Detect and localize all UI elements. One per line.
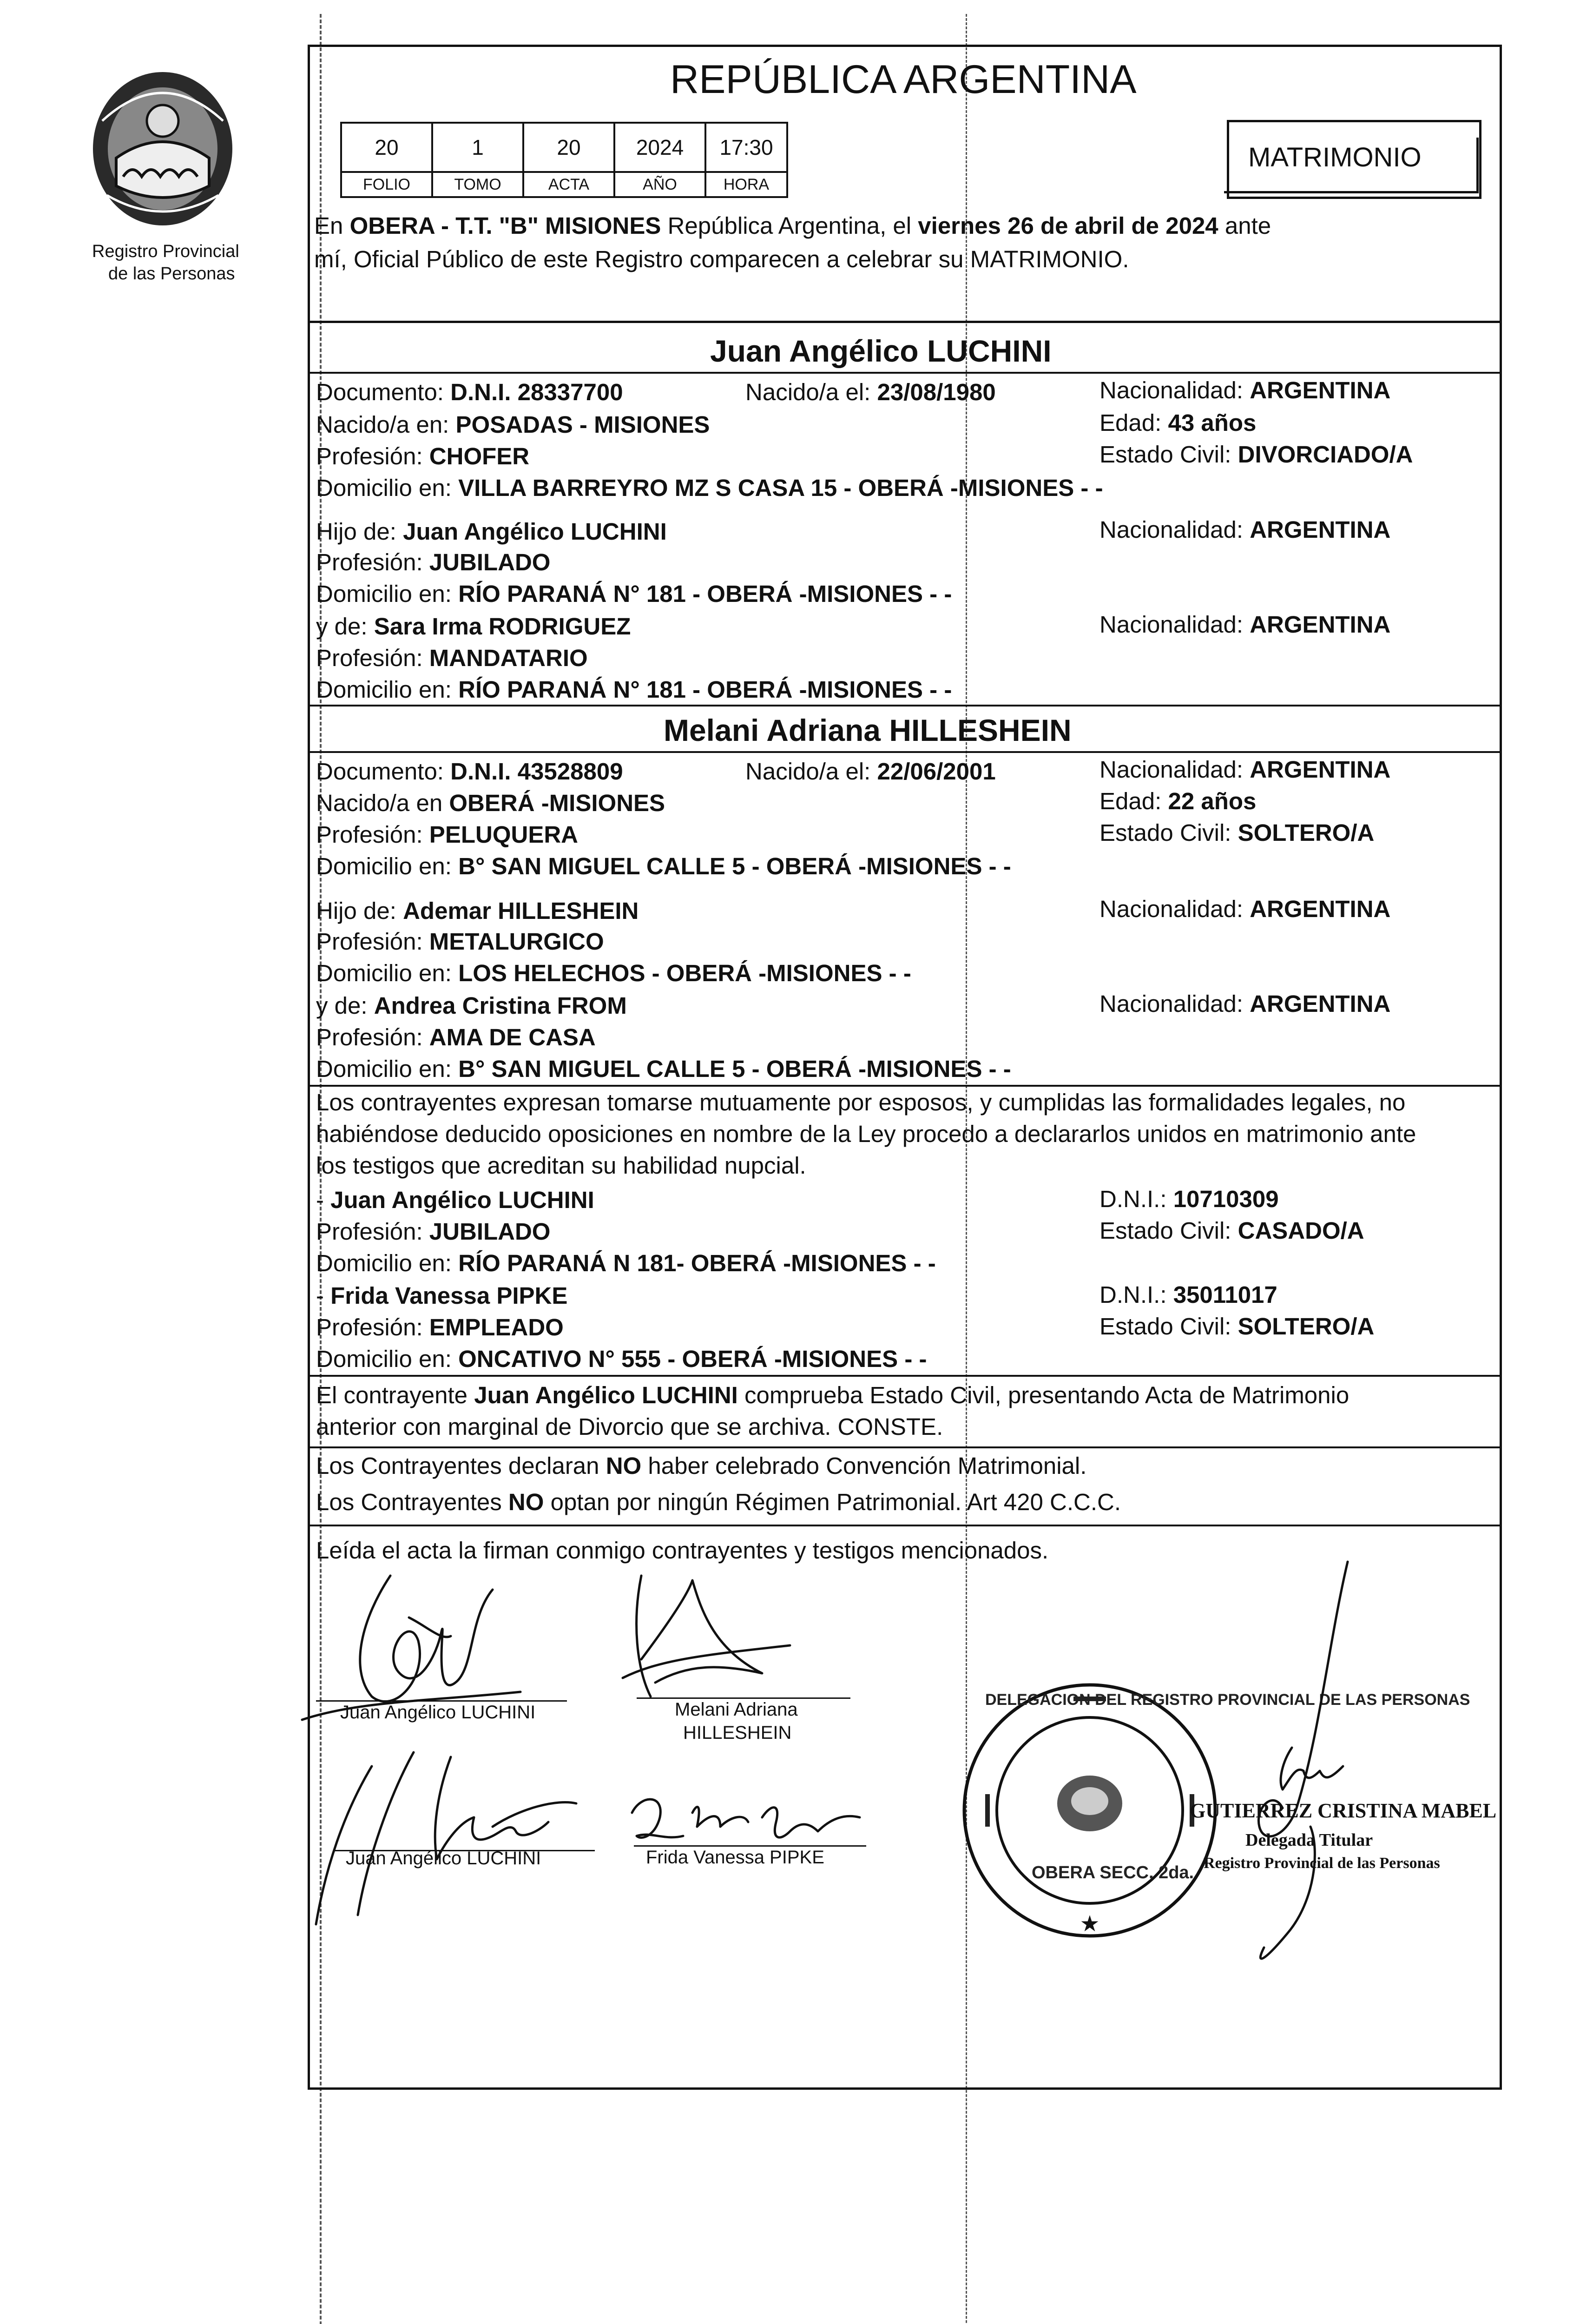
witness1-signature — [297, 1738, 613, 1934]
groom-father: Hijo de: Juan Angélico LUCHINI — [316, 518, 667, 545]
civil-status-note-line2: anterior con marginal de Divorcio que se archiva. CONSTE. — [316, 1413, 943, 1440]
ano-label: AÑO — [613, 171, 706, 198]
groom-name: Juan Angélico LUCHINI — [710, 334, 1052, 368]
svg-text:★: ★ — [1080, 1911, 1100, 1937]
groom-nationality: Nacionalidad: ARGENTINA — [1099, 377, 1391, 403]
bride-profession: Profesión: PELUQUERA — [316, 821, 578, 848]
intro-line2: mí, Oficial Público de este Registro comparecen a celebrar su MATRIMONIO. — [314, 246, 1129, 272]
bride-signature-caption-2: HILLESHEIN — [683, 1723, 792, 1743]
bride-signature — [613, 1566, 818, 1706]
groom-mother-nationality: Nacionalidad: ARGENTINA — [1099, 611, 1391, 638]
bride-father: Hijo de: Ademar HILLESHEIN — [316, 898, 639, 924]
declaration-line1: Los contrayentes expresan tomarse mutuamente por esposos, y cumplidas las formalidades legales, no — [316, 1089, 1406, 1116]
witness2-name: - Frida Vanessa PIPKE — [316, 1282, 568, 1309]
divider — [308, 1085, 1502, 1087]
bride-mother-profession: Profesión: AMA DE CASA — [316, 1024, 596, 1050]
bride-nationality: Nacionalidad: ARGENTINA — [1099, 756, 1391, 783]
groom-signature-line — [316, 1700, 567, 1702]
witness1-dni: D.N.I.: 10710309 — [1099, 1186, 1279, 1212]
closing-statement: Leída el acta la firman conmigo contrayentes y testigos mencionados. — [316, 1537, 1049, 1564]
hora-value: 17:30 — [704, 122, 788, 173]
divider — [308, 705, 1502, 706]
acta-label: ACTA — [522, 171, 615, 198]
bride-civil-status: Estado Civil: SOLTERO/A — [1099, 819, 1375, 846]
groom-mother: y de: Sara Irma RODRIGUEZ — [316, 613, 631, 640]
bride-father-address: Domicilio en: LOS HELECHOS - OBERÁ -MISIONES - - — [316, 960, 911, 986]
regime-statement: Los Contrayentes NO optan por ningún Régimen Patrimonial. Art 420 C.C.C. — [316, 1489, 1121, 1515]
record-type-label: MATRIMONIO — [1248, 142, 1422, 172]
divider — [308, 372, 1502, 374]
acta-value: 20 — [522, 122, 615, 173]
convention-statement: Los Contrayentes declaran NO haber celebrado Convención Matrimonial. — [316, 1452, 1087, 1479]
groom-birthdate: Nacido/a el: 23/08/1980 — [745, 379, 996, 405]
official-role: Delegada Titular — [1245, 1830, 1373, 1850]
bride-signature-caption-1: Melani Adriana — [675, 1699, 798, 1720]
bride-age: Edad: 22 años — [1099, 788, 1257, 814]
divider — [308, 1375, 1502, 1377]
witness2-profession: Profesión: EMPLEADO — [316, 1314, 564, 1340]
bride-father-profession: Profesión: METALURGICO — [316, 928, 604, 955]
civil-status-note-line1: El contrayente Juan Angélico LUCHINI comprueba Estado Civil, presentando Acta de Matrimonio — [316, 1382, 1350, 1408]
tomo-value: 1 — [431, 122, 524, 173]
bride-father-nationality: Nacionalidad: ARGENTINA — [1099, 896, 1391, 922]
bride-document: Documento: D.N.I. 43528809 — [316, 758, 623, 785]
groom-father-nationality: Nacionalidad: ARGENTINA — [1099, 516, 1391, 543]
groom-profession: Profesión: CHOFER — [316, 443, 530, 469]
registry-logo — [84, 70, 242, 232]
intro-line1: En OBERA - T.T. "B" MISIONES República Argentina, el viernes 26 de abril de 2024 ante — [314, 212, 1271, 239]
witness1-address: Domicilio en: RÍO PARANÁ N 181- OBERÁ -MISIONES - - — [316, 1250, 936, 1276]
bride-mother-nationality: Nacionalidad: ARGENTINA — [1099, 990, 1391, 1017]
groom-age: Edad: 43 años — [1099, 409, 1257, 436]
country-title: REPÚBLICA ARGENTINA — [670, 57, 1137, 102]
groom-signature-caption: Juan Angélico LUCHINI — [340, 1702, 536, 1723]
groom-document: Documento: D.N.I. 28337700 — [316, 379, 623, 405]
ano-value: 2024 — [613, 122, 706, 173]
folio-value: 20 — [340, 122, 433, 173]
seal-center-text: OBERA SECC. 2da. — [1032, 1863, 1194, 1882]
official-organization: Registro Provincial de las Personas — [1204, 1855, 1440, 1872]
province-shield-icon — [84, 70, 242, 232]
groom-mother-address: Domicilio en: RÍO PARANÁ N° 181 - OBERÁ -MISIONES - - — [316, 676, 952, 703]
declaration-line2: habiéndose deducido oposiciones en nombre de la Ley procedo a declararlos unidos en matrimonio ante — [316, 1121, 1416, 1147]
witness1-name: - Juan Angélico LUCHINI — [316, 1187, 594, 1213]
witness2-dni: D.N.I.: 35011017 — [1099, 1281, 1277, 1308]
witness2-civil-status: Estado Civil: SOLTERO/A — [1099, 1313, 1375, 1340]
witness2-signature-line — [634, 1845, 866, 1847]
groom-father-profession: Profesión: JUBILADO — [316, 549, 551, 575]
bride-address: Domicilio en: B° SAN MIGUEL CALLE 5 - OBERÁ -MISIONES - - — [316, 853, 1011, 879]
divider — [308, 1525, 1502, 1526]
witness1-civil-status: Estado Civil: CASADO/A — [1099, 1217, 1364, 1244]
folio-label: FOLIO — [340, 171, 433, 198]
groom-birthplace: Nacido/a en: POSADAS - MISIONES — [316, 411, 710, 438]
registry-name-line1: Registro Provincial — [92, 242, 239, 261]
groom-father-address: Domicilio en: RÍO PARANÁ N° 181 - OBERÁ -MISIONES - - — [316, 581, 952, 607]
bride-mother: y de: Andrea Cristina FROM — [316, 992, 627, 1019]
groom-mother-profession: Profesión: MANDATARIO — [316, 645, 588, 671]
bride-mother-address: Domicilio en: B° SAN MIGUEL CALLE 5 - OBERÁ -MISIONES - - — [316, 1056, 1011, 1082]
witness2-signature-caption: Frida Vanessa PIPKE — [646, 1847, 824, 1868]
tomo-label: TOMO — [431, 171, 524, 198]
official-name: GUTIERREZ CRISTINA MABEL — [1190, 1799, 1497, 1822]
bride-birthdate: Nacido/a el: 22/06/2001 — [745, 758, 996, 785]
divider — [308, 751, 1502, 753]
witness2-address: Domicilio en: ONCATIVO N° 555 - OBERÁ -MISIONES - - — [316, 1346, 927, 1372]
declaration-line3: los testigos que acreditan su habilidad nupcial. — [316, 1152, 806, 1179]
witness1-signature-caption: Juan Angélico LUCHINI — [346, 1848, 541, 1868]
groom-address: Domicilio en: VILLA BARREYRO MZ S CASA 15 - OBERÁ -MISIONES - - — [316, 475, 1103, 501]
groom-civil-status: Estado Civil: DIVORCIADO/A — [1099, 441, 1413, 468]
divider — [308, 1446, 1502, 1448]
registry-name-line2: de las Personas — [108, 264, 235, 284]
bride-birthplace: Nacido/a en OBERÁ -MISIONES — [316, 790, 665, 816]
seal-ring-text: DELEGACION DEL REGISTRO PROVINCIAL DE LAS PERSONAS — [985, 1691, 1470, 1709]
hora-label: HORA — [704, 171, 788, 198]
witness1-profession: Profesión: JUBILADO — [316, 1218, 551, 1245]
bride-name: Melani Adriana HILLESHEIN — [664, 713, 1072, 747]
divider — [308, 321, 1502, 323]
bride-signature-line — [637, 1697, 850, 1699]
